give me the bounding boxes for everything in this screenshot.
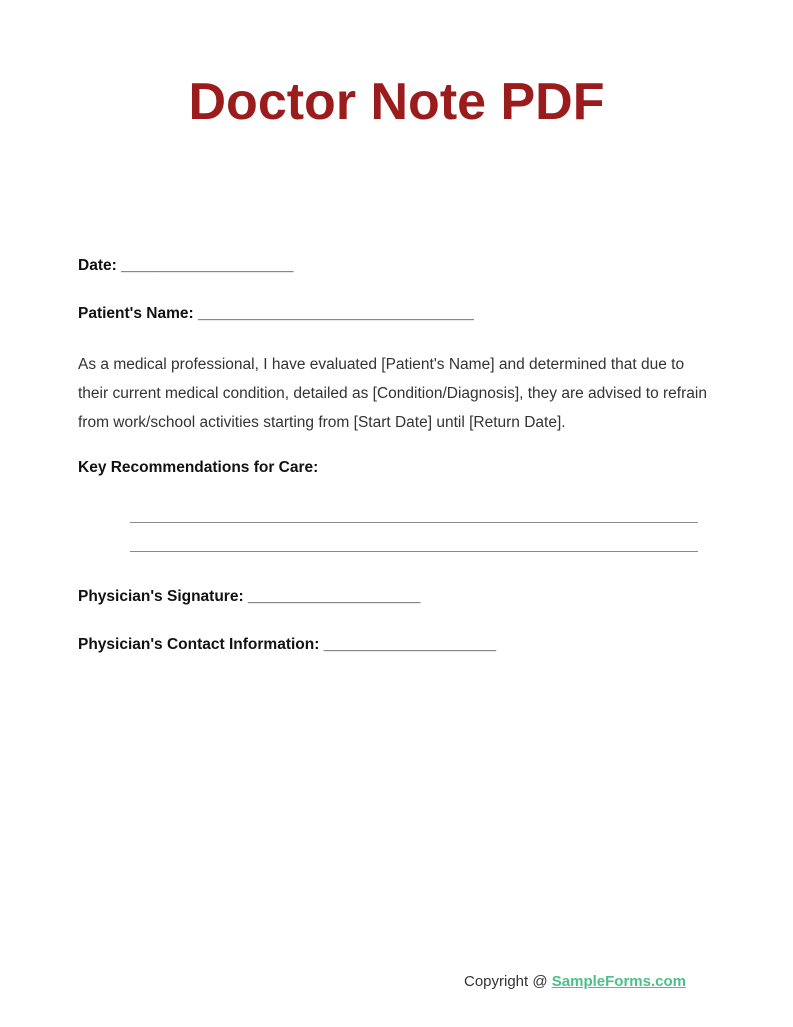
recommendation-line-2[interactable] xyxy=(130,551,698,552)
document-title: Doctor Note PDF xyxy=(188,73,605,131)
copyright-text: Copyright @ xyxy=(464,973,552,990)
sampleforms-link[interactable]: SampleForms.com xyxy=(551,973,686,990)
evaluation-paragraph: As a medical professional, I have evaluated [Patient's Name] and determined that due to their current medical condition, detailed as [Condition/Diagnosis], they are advised to refrain from work/school activities starting from [Start Date] until [Return Date]. xyxy=(78,356,707,431)
patient-name-label: Patient's Name: xyxy=(78,305,194,322)
patient-name-blank[interactable]: ________________________________ xyxy=(197,305,474,322)
recommendation-line-1[interactable] xyxy=(130,522,698,523)
date-blank[interactable]: ____________________ xyxy=(121,257,294,274)
patient-name-field xyxy=(78,305,474,323)
copyright-footer xyxy=(464,973,686,990)
date-label: Date: xyxy=(78,257,117,274)
signature-label: Physician's Signature: xyxy=(78,588,244,605)
recommendations-heading: Key Recommendations for Care: xyxy=(78,459,319,476)
contact-blank[interactable]: ____________________ xyxy=(323,636,497,653)
date-field xyxy=(78,257,294,275)
signature-field xyxy=(78,588,420,606)
contact-label: Physician's Contact Information: xyxy=(78,636,320,653)
contact-field xyxy=(78,636,496,654)
signature-blank[interactable]: ____________________ xyxy=(247,588,421,605)
